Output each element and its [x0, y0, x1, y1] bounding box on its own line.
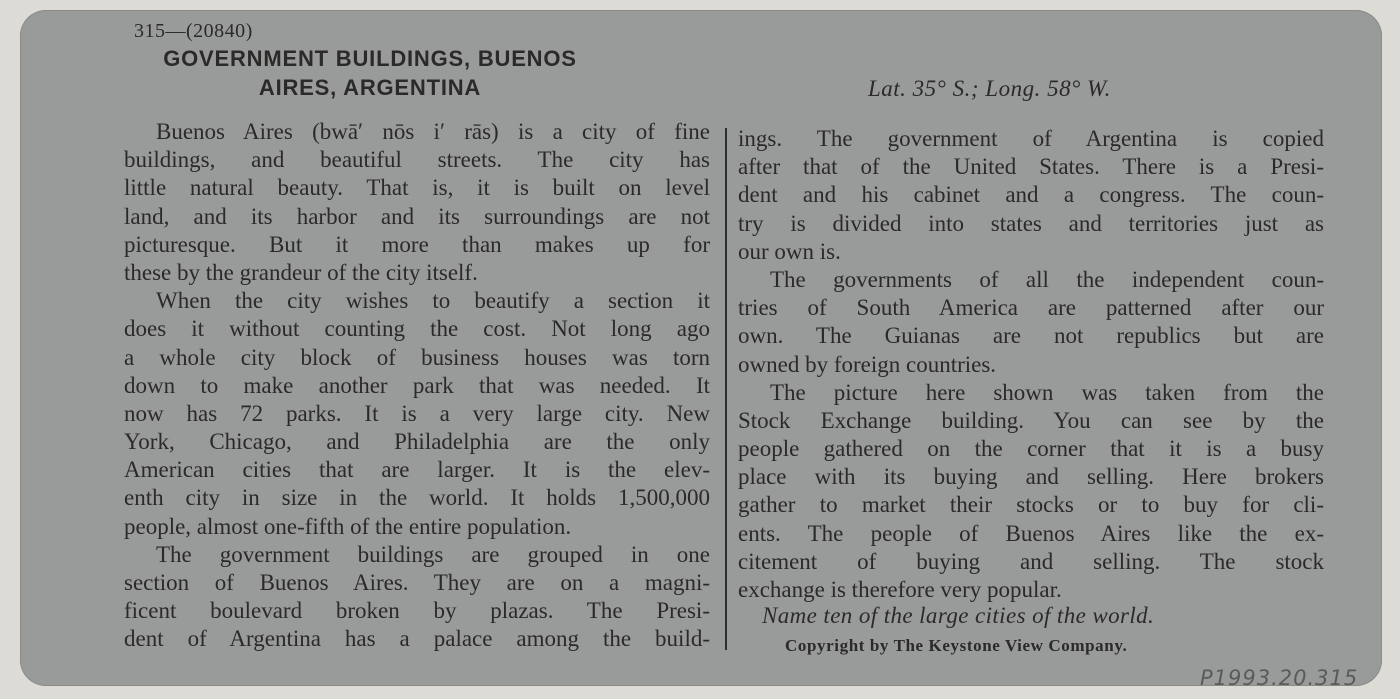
study-question: Name ten of the large cities of the world.	[762, 603, 1155, 628]
text-line: York, Chicago, and Philadelphia are the only	[124, 429, 710, 455]
text-line: people gathered on the corner that it is a busy	[738, 436, 1324, 462]
text-line: Stock Exchange building. You can see by the	[738, 407, 1324, 433]
text-line: a whole city block of business houses was torn	[124, 344, 710, 370]
text-line: dent of Argentina has a palace among the build-	[124, 626, 710, 652]
text-line: picturesque. But it more than makes up for	[124, 231, 710, 257]
column-divider	[725, 128, 727, 650]
stereocard-back	[20, 10, 1382, 690]
text-line: after that of the United States. There is a Presi-	[738, 154, 1324, 180]
text-line: buildings, and beautiful streets. The city has	[124, 147, 710, 173]
text-line: When the city wishes to beautify a section it	[156, 288, 710, 314]
title-line-1: GOVERNMENT BUILDINGS, BUENOS	[163, 46, 577, 71]
text-line: our own is.	[738, 238, 841, 264]
text-line: gather to market their stocks or to buy for cli-	[738, 492, 1324, 518]
accession-number: P1993.20.315	[1200, 666, 1359, 690]
text-line: ings. The government of Argentina is copied	[738, 126, 1324, 151]
text-line: exchange is therefore very popular.	[738, 577, 1062, 602]
text-line: American cities that are larger. It is the elev-	[124, 457, 710, 483]
text-line: section of Buenos Aires. They are on a magni-	[124, 570, 710, 595]
right-column	[738, 125, 1324, 604]
text-line: The governments of all the independent coun-	[770, 266, 1324, 292]
text-line: ficent boulevard broken by plazas. The Presi-	[124, 598, 710, 624]
text-line: down to make another park that was needed. It	[124, 372, 710, 398]
text-line: place with its buying and selling. Here brokers	[738, 464, 1324, 490]
lat-long: Lat. 35° S.; Long. 58° W.	[868, 76, 1111, 101]
text-line: now has 72 parks. It is a very large city. New	[124, 400, 710, 426]
text-line: little natural beauty. That is, it is built on level	[124, 175, 710, 201]
text-line: these by the grandeur of the city itself.	[124, 259, 478, 285]
text-line: does it without counting the cost. Not long ago	[124, 316, 710, 342]
text-line: own. The Guianas are not republics but are	[738, 323, 1324, 349]
text-line: try is divided into states and territories just as	[738, 210, 1324, 236]
text-line: ents. The people of Buenos Aires like the ex-	[738, 520, 1324, 546]
text-line: people, almost one-fifth of the entire population.	[124, 513, 572, 539]
card-number: 315—(20840)	[134, 20, 253, 42]
text-line: Buenos Aires (bwā′ nōs i′ rās) is a city of fine	[156, 119, 710, 144]
left-column	[124, 118, 710, 654]
text-line: land, and its harbor and its surroundings are not	[124, 203, 710, 229]
text-line: tries of South America are patterned after our	[738, 295, 1324, 321]
copyright-line: Copyright by The Keystone View Company.	[785, 636, 1128, 655]
text-line: citement of buying and selling. The stock	[738, 548, 1324, 574]
title-line-2: AIRES, ARGENTINA	[258, 75, 482, 100]
text-line: The picture here shown was taken from the	[770, 379, 1324, 405]
text-line: The government buildings are grouped in one	[156, 541, 710, 567]
text-line: dent and his cabinet and a congress. The coun-	[738, 182, 1324, 208]
text-line: enth city in size in the world. It holds 1,500,000	[124, 485, 710, 511]
text-line: owned by foreign countries.	[738, 351, 997, 377]
